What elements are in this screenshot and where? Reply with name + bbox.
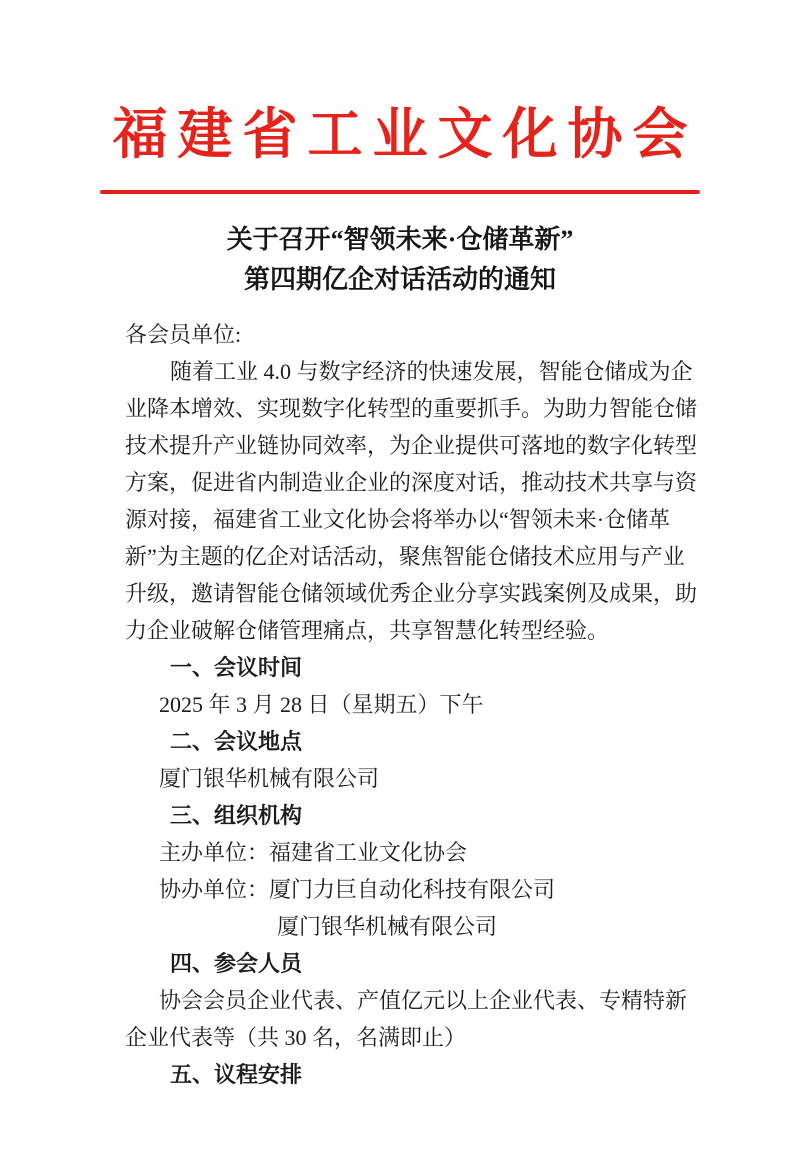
header-divider-line: [100, 190, 700, 194]
doc-title-line1: 关于召开“智领未来·仓储革新”: [226, 225, 574, 254]
co-organizer-line-2: 厦门银华机械有限公司: [277, 914, 498, 939]
body-paragraph-line: 随着工业 4.0 与数字经济的快速发展，智能仓储成为企: [170, 359, 693, 384]
body-paragraph-line: 新”为主题的亿企对话活动，聚焦智能仓储技术应用与产业: [125, 544, 685, 569]
body-paragraph-line: 升级，邀请智能仓储领域优秀企业分享实践案例及成果，助: [125, 581, 698, 606]
meeting-place-value: 厦门银华机械有限公司: [159, 766, 380, 791]
doc-title-line2: 第四期亿企对话活动的通知: [243, 265, 556, 294]
body-paragraph-line: 技术提升产业链协同效率，为企业提供可落地的数字化转型: [125, 433, 698, 458]
body-paragraph-line: 源对接，福建省工业文化协会将举办以“智领未来·仓储革: [125, 507, 671, 532]
body-paragraph-line: 力企业破解仓储管理痛点，共享智慧化转型经验。: [125, 618, 610, 643]
host-organizer-line: 主办单位：福建省工业文化协会: [159, 840, 468, 865]
attendees-line-2: 企业代表等（共 30 名，名满即止）: [125, 1025, 467, 1050]
section-heading-meeting-place: 二、会议地点: [170, 729, 303, 754]
section-heading-agenda: 五、议程安排: [170, 1062, 303, 1087]
meeting-time-value: 2025 年 3 月 28 日（星期五）下午: [159, 692, 484, 717]
section-heading-attendees: 四、参会人员: [170, 951, 303, 976]
org-name-header: 福建省工业文化协会: [112, 104, 698, 165]
body-paragraph-line: 业降本增效、实现数字化转型的重要抓手。为助力智能仓储: [125, 396, 698, 421]
attendees-line-1: 协会会员企业代表、产值亿元以上企业代表、专精特新: [159, 988, 688, 1013]
section-heading-organizers: 三、组织机构: [170, 803, 303, 828]
notice-body: [125, 316, 705, 1093]
co-organizer-line: 协办单位：厦门力巨自动化科技有限公司: [159, 877, 556, 902]
doc-title: [0, 220, 800, 300]
body-paragraph-line: 方案，促进省内制造业企业的深度对话，推动技术共享与资: [125, 470, 698, 495]
section-heading-meeting-time: 一、会议时间: [170, 655, 303, 680]
salutation: 各会员单位:: [125, 322, 242, 347]
